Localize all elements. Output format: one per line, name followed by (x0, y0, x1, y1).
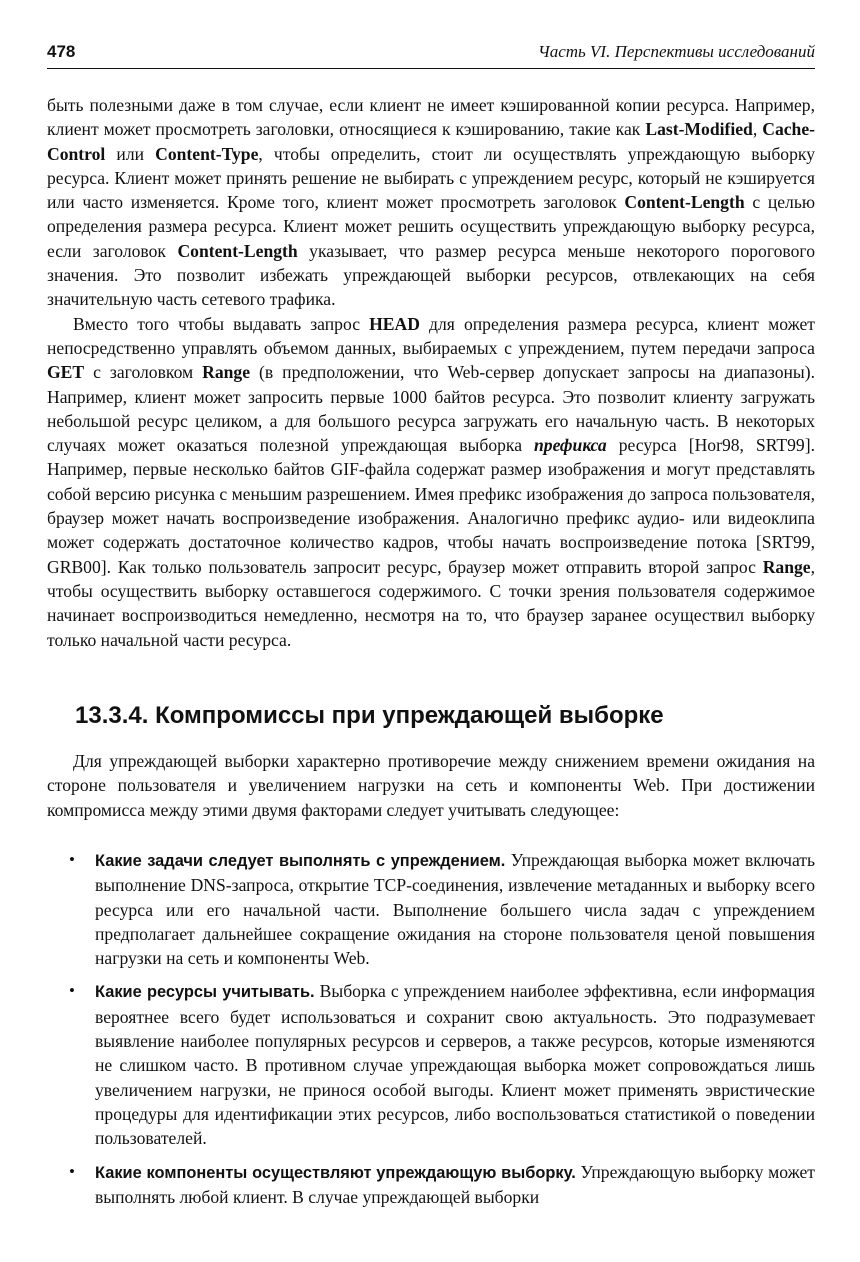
text-run: для определения размера ресурса, клиент может непосредственно управлять объемом данных, выбираемых с упреждением, путем передачи запроса (47, 313, 815, 358)
bullet-lead: Какие задачи следует выполнять с упреждением. (95, 852, 506, 870)
keyword-head: HEAD (369, 313, 420, 334)
bullet-icon: • (69, 981, 75, 1001)
bullet-text: Упреждающая выборка может включать выполнение DNS-запроса, открытие TCP-соединения, извлечение метаданных и выборку всего ресурса или его начальной части. Выполнение большего числа задач с упреждением предполагает дальнейшее сокращение ожидания на стороне пользователя ценой повышения нагрузки на сеть и компоненты Web. (95, 850, 816, 969)
page-number: 478 (47, 42, 76, 61)
intro-paragraph: Для упреждающей выборки характерно противоречие между снижением времени ожидания на стороне пользователя и увеличением нагрузки на сеть и компоненты Web. При достижении компромисса между этими двумя факторами следует учитывать следующее: (47, 751, 815, 820)
section-heading: 13.3.4. Компромиссы при упреждающей выборке (75, 702, 664, 729)
text-run: (в предположении, что Web-сервер допускает запросы на диапазоны). Например, клиент может запросить первые 1000 байтов ресурса. Это позволит клиенту загружать небольшой ресурс целиком, а для большого ресурса загружать его начальную часть. В некоторых случаях может оказаться полезной упреждающая выборка (47, 362, 815, 456)
text-run: Вместо того чтобы выдавать запрос (73, 313, 370, 334)
text-run: ресурса [Hor98, SRT99]. Например, первые несколько байтов GIF-файла содержат размер изображения и могут представлять собой версию рисунка с меньшим разрешением. Имея префикс изображения до запроса пользователя, браузер может начать воспроизведение изображения. Аналогично префикс аудио- или видеоклипа может содержать достаточное количество кадров, чтобы начать воспроизведение потока [SRT99, GRB00]. Как только пользователь запросит ресурс, браузер может отправить второй запрос (47, 435, 815, 577)
emphasis-prefix: префикса (533, 435, 607, 456)
running-head: Часть VI. Перспективы исследований (538, 42, 815, 61)
text-run: , (752, 119, 763, 140)
bullet-list (47, 848, 815, 1218)
body-text (47, 93, 815, 652)
page-header (47, 42, 815, 69)
text-run: , чтобы определить, стоит ли осуществлять упреждающую выборку ресурса. Клиент может принять решение не выбирать с упреждением ресурс, который не кэшируется или часто изменяется. Кроме того, клиент может просмотреть заголовок (47, 143, 815, 213)
keyword-content-type: Content-Type (155, 143, 259, 164)
section-intro (47, 749, 815, 822)
bullet-lead: Какие компоненты осуществляют упреждающую выборку. (95, 1163, 576, 1182)
text-run: с заголовком (84, 362, 203, 383)
text-run: с целью определения размера ресурса. Клиент может решить осуществить упреждающую выборку ресурса, если заголовок (47, 192, 815, 261)
list-item (47, 1160, 815, 1210)
bullet-icon: • (69, 1161, 75, 1181)
bullet-icon: • (69, 850, 75, 869)
list-item (47, 848, 815, 970)
keyword-content-length: Content-Length (177, 240, 298, 261)
keyword-range: Range (762, 556, 811, 577)
bullet-lead: Какие ресурсы учитывать. (95, 983, 315, 1002)
keyword-content-length: Content-Length (624, 192, 745, 213)
keyword-cache-control: Cache-Control (47, 119, 816, 164)
text-run: или (105, 143, 156, 164)
text-run: указывает, что размер ресурса меньше некоторого порогового значения. Это позволит избежать упреждающей выборки ресурсов, отвлекающих на себя значительную часть сетевого трафика. (47, 240, 815, 310)
paragraph-caching-headers (47, 93, 815, 312)
bullet-text: Выборка с упреждением наиболее эффективна, если информация вероятнее всего будет использоваться и сохранит свою актуальность. Это подразумевает выявление наиболее популярных ресурсов и серверов, а также ресурсов, которые изменяются не слишком часто. В противном случае упреждающая выборка может сопровождаться лишь увеличением нагрузки, не принося особой выгоды. Клиент может применять эвристические процедуры для идентификации этих ресурсов, либо воспользоваться статистикой о поведении пользователей. (95, 981, 815, 1149)
text-run: быть полезными даже в том случае, если клиент не имеет кэшированной копии ресурса. Например, клиент может просмотреть заголовки, относящиеся к кэшированию, такие как (47, 95, 815, 140)
paragraph-range-requests (47, 312, 815, 652)
text-run: , чтобы осуществить выборку оставшегося содержимого. С точки зрения пользователя содержимое начинает воспроизводиться немедленно, несмотря на то, что браузер заранее осуществил выборку только начальной части ресурса. (47, 556, 815, 650)
bullet-text: Упреждающую выборку может выполнять любой клиент. В случае упреждающей выборки (95, 1161, 815, 1207)
keyword-get: GET (47, 362, 85, 383)
keyword-last-modified: Last-Modified (645, 119, 753, 140)
keyword-range: Range (202, 362, 251, 383)
list-item (47, 979, 815, 1150)
